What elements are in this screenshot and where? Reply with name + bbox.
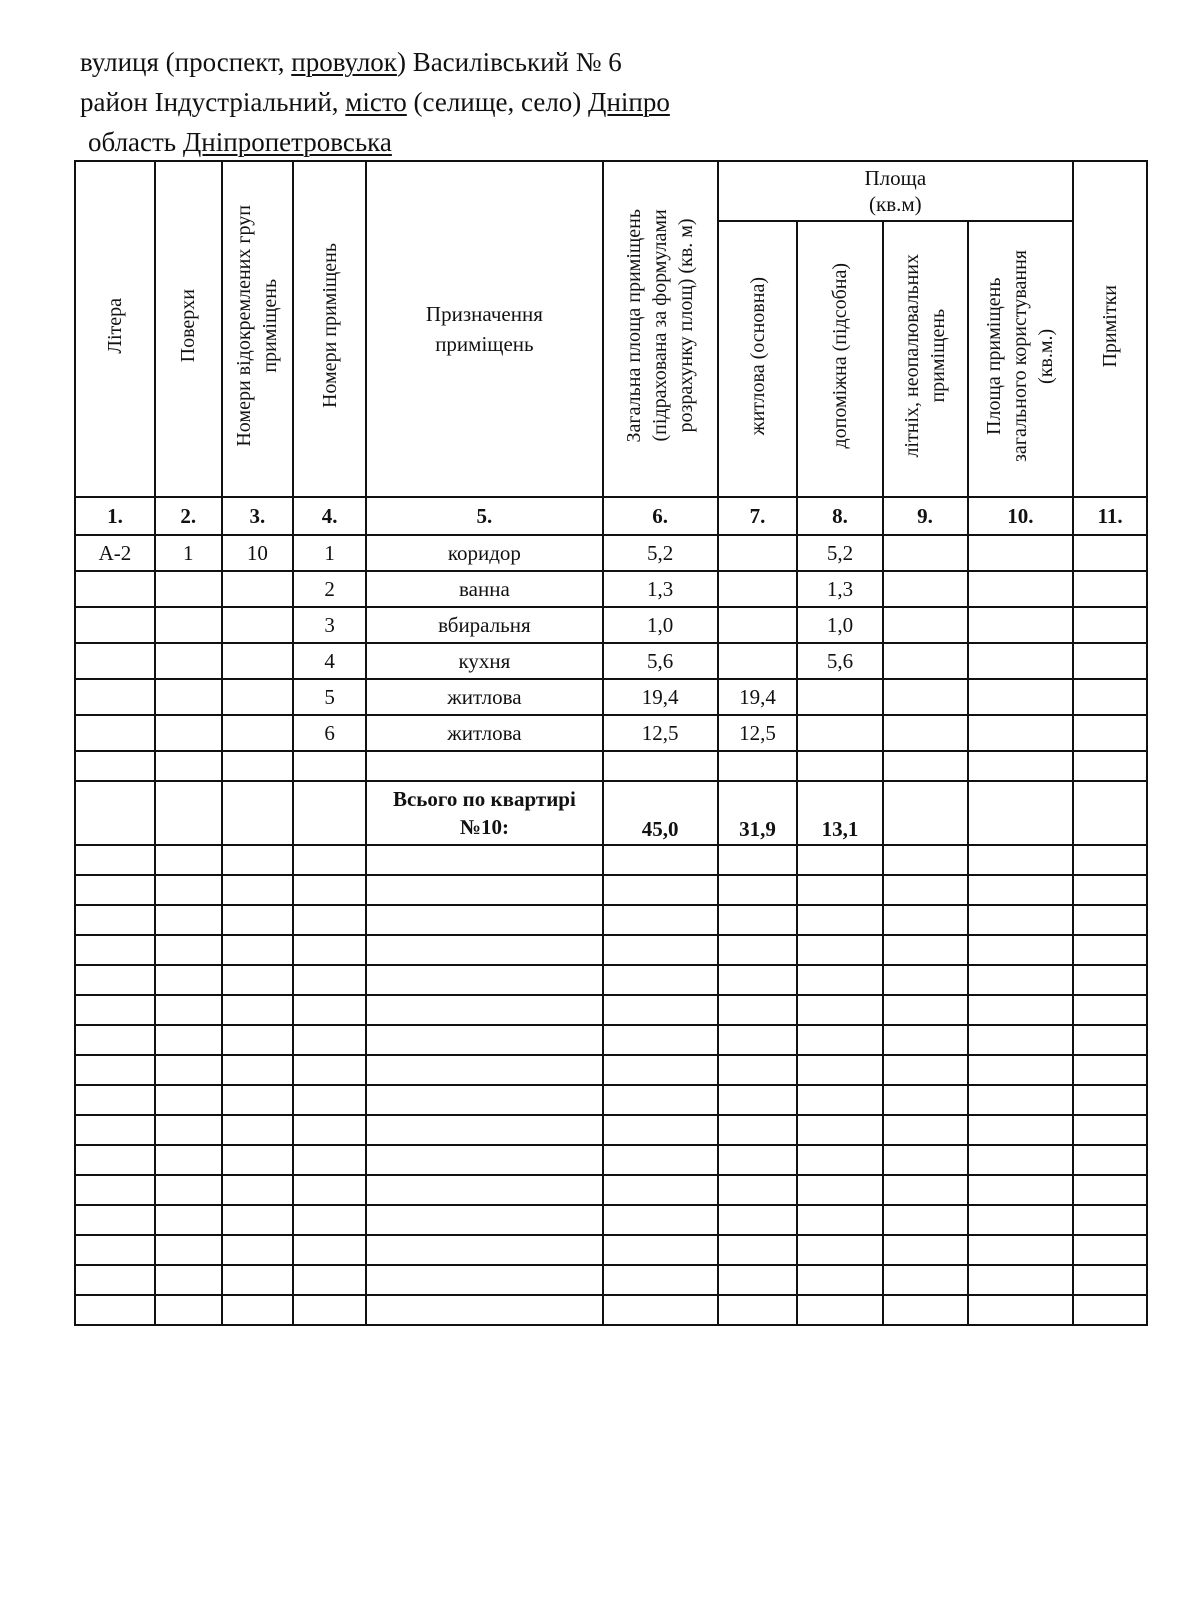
city-type-selected: місто: [345, 87, 407, 117]
address-city-line: район Індустріальний, місто (селище, село) Дніпро: [80, 87, 670, 117]
total-area-value: 45,0: [603, 781, 718, 845]
header-common-area: Площа приміщень загального користування (кв.м.): [968, 221, 1074, 497]
table-row-empty: [75, 1055, 1147, 1085]
table-row-empty: [75, 905, 1147, 935]
street-type-selected: провулок: [291, 47, 397, 77]
table-row-empty: [75, 1265, 1147, 1295]
table-row: 6 житлова 12,5 12,5: [75, 715, 1147, 751]
table-row-empty: [75, 1295, 1147, 1325]
table-row-empty: [75, 935, 1147, 965]
empty-rows: [75, 845, 1147, 1325]
table-row-empty: [75, 1175, 1147, 1205]
total-living-value: 31,9: [718, 781, 798, 845]
header-total-area: Загальна площа приміщень (підрахована за формулами розрахунку площ) (кв. м): [603, 161, 718, 497]
header-floors: Поверхи: [155, 161, 222, 497]
header-summer-area: літніх, неопалювальних приміщень: [883, 221, 968, 497]
header-auxiliary-area: допоміжна (підсобна): [797, 221, 882, 497]
table-row: 2 ванна 1,3 1,3: [75, 571, 1147, 607]
table-row: 5 житлова 19,4 19,4: [75, 679, 1147, 715]
table-row-empty: [75, 965, 1147, 995]
table-row-empty: [75, 1025, 1147, 1055]
region-name: Дніпропетровська: [182, 127, 392, 157]
table-row: 4 кухня 5,6 5,6: [75, 643, 1147, 679]
total-label: Всього по квартирі №10:: [366, 781, 603, 845]
header-litera: Літера: [75, 161, 155, 497]
column-number-row: 1. 2. 3. 4. 5. 6. 7. 8. 9. 10. 11.: [75, 497, 1147, 535]
table-row-blank: [75, 751, 1147, 781]
table-row-empty: [75, 1205, 1147, 1235]
table-row-empty: [75, 845, 1147, 875]
table-row-empty: [75, 1235, 1147, 1265]
header-group-numbers: Номери відокремлених груп приміщень: [222, 161, 294, 497]
table-row-empty: [75, 875, 1147, 905]
address-block: [80, 42, 670, 162]
total-row: [75, 781, 1147, 845]
address-region-line: область Дніпропетровська: [88, 127, 392, 157]
header-living-area: житлова (основна): [718, 221, 798, 497]
table-row: 3 вбиральня 1,0 1,0: [75, 607, 1147, 643]
table-row-empty: [75, 1085, 1147, 1115]
total-auxiliary-value: 13,1: [797, 781, 882, 845]
header-room-purpose: Призначення приміщень: [366, 161, 603, 497]
header-room-numbers: Номери приміщень: [293, 161, 366, 497]
table-row-empty: [75, 995, 1147, 1025]
table-row-empty: [75, 1115, 1147, 1145]
table-row: А-2 1 10 1 коридор 5,2 5,2: [75, 535, 1147, 571]
city-name: Дніпро: [588, 87, 670, 117]
address-street-line: вулиця (проспект, провулок) Василівський № 6: [80, 47, 622, 77]
table-row-empty: [75, 1145, 1147, 1175]
header-notes: Примітки: [1073, 161, 1147, 497]
rooms-table: [74, 160, 1148, 1326]
header-area-group: Площа (кв.м): [718, 161, 1074, 221]
street-name: Василівський № 6: [412, 47, 622, 77]
